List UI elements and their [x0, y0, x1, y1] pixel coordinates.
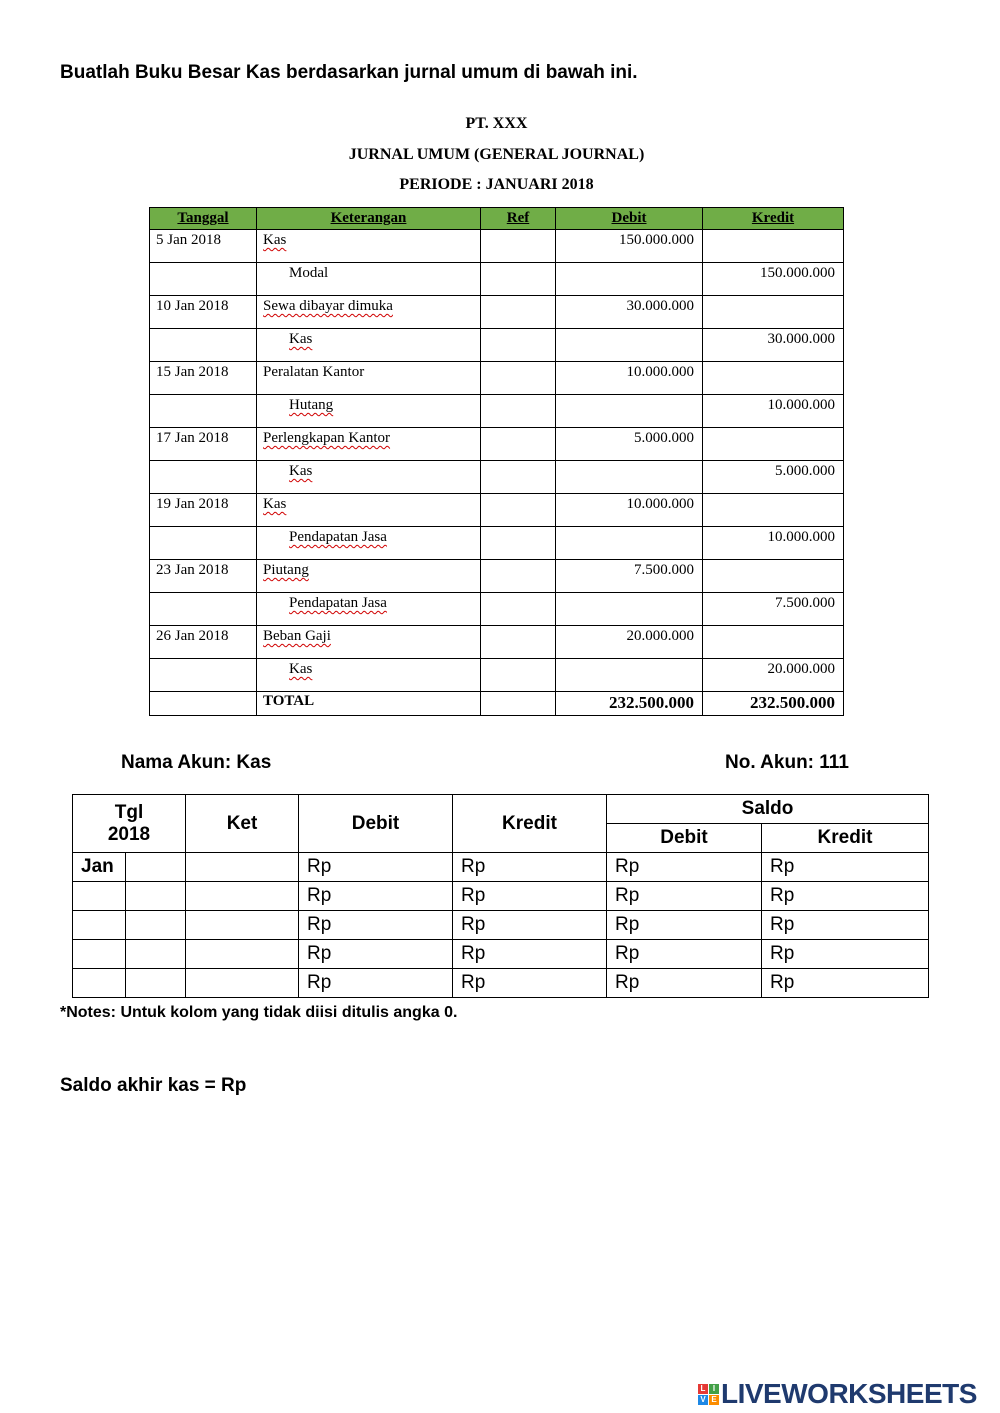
journal-date [150, 659, 257, 692]
journal-credit [703, 230, 844, 263]
ledger-debit-cell[interactable]: Rp [299, 911, 453, 940]
ledger-ket-cell[interactable] [186, 940, 299, 969]
journal-row [150, 395, 844, 428]
ledger-saldo-kredit-cell[interactable]: Rp [762, 969, 929, 998]
journal-row [150, 230, 844, 263]
logo-letter: V [698, 1395, 708, 1405]
ledger-ket-cell[interactable] [186, 911, 299, 940]
ledger-saldo-kredit-cell[interactable]: Rp [762, 882, 929, 911]
cash-ledger-table [72, 794, 929, 998]
journal-date [150, 329, 257, 362]
journal-credit [703, 494, 844, 527]
ledger-ket-cell[interactable] [186, 882, 299, 911]
journal-row [150, 659, 844, 692]
journal-date: 15 Jan 2018 [150, 362, 257, 395]
journal-total-row [150, 692, 844, 716]
journal-ref [481, 230, 556, 263]
ledger-saldo-debit-cell[interactable]: Rp [607, 882, 762, 911]
journal-desc: Beban Gaji [263, 628, 331, 644]
ledger-month[interactable] [73, 911, 126, 940]
journal-debit: 20.000.000 [556, 626, 703, 659]
journal-row [150, 296, 844, 329]
account-number: No. Akun: 111 [725, 752, 849, 773]
ledger-month[interactable] [73, 882, 126, 911]
journal-date [150, 527, 257, 560]
journal-header-debit: Debit [556, 208, 703, 230]
liveworksheets-logo [698, 1378, 977, 1410]
journal-desc: Piutang [263, 562, 309, 578]
ledger-header-row [73, 795, 929, 824]
journal-ref [481, 362, 556, 395]
journal-desc: Pendapatan Jasa [289, 595, 387, 611]
journal-total-credit: 232.500.000 [703, 692, 844, 716]
journal-date [150, 395, 257, 428]
journal-desc: Kas [289, 661, 313, 677]
journal-company: PT. XXX [465, 115, 528, 132]
ledger-day-cell[interactable] [126, 853, 186, 882]
journal-credit [703, 296, 844, 329]
journal-row [150, 626, 844, 659]
journal-row [150, 527, 844, 560]
journal-ref [481, 263, 556, 296]
instruction-text: Buatlah Buku Besar Kas berdasarkan jurnal umum di bawah ini. [60, 62, 638, 83]
ledger-header-kredit: Kredit [453, 795, 607, 853]
journal-header-ref: Ref [481, 208, 556, 230]
ledger-row [73, 911, 929, 940]
journal-ref [481, 428, 556, 461]
journal-desc: Pendapatan Jasa [289, 529, 387, 545]
journal-title: JURNAL UMUM (GENERAL JOURNAL) [348, 146, 645, 163]
ledger-day-cell[interactable] [126, 940, 186, 969]
journal-date: 23 Jan 2018 [150, 560, 257, 593]
ledger-row [73, 969, 929, 998]
logo-letter: I [709, 1384, 719, 1394]
journal-debit [556, 461, 703, 494]
journal-desc: Peralatan Kantor [257, 362, 481, 395]
journal-header-credit: Kredit [703, 208, 844, 230]
journal-row [150, 593, 844, 626]
journal-row [150, 362, 844, 395]
logo-letter: E [709, 1395, 719, 1405]
journal-credit [703, 560, 844, 593]
journal-desc: Kas [289, 331, 313, 347]
logo-icon [698, 1384, 719, 1405]
journal-credit: 150.000.000 [703, 263, 844, 296]
ledger-saldo-debit-cell[interactable]: Rp [607, 940, 762, 969]
journal-ref [481, 560, 556, 593]
journal-date [150, 263, 257, 296]
ledger-header-saldo-kredit: Kredit [762, 824, 929, 853]
ledger-saldo-kredit-cell[interactable]: Rp [762, 853, 929, 882]
ledger-saldo-debit-cell[interactable]: Rp [607, 911, 762, 940]
ledger-month[interactable] [73, 940, 126, 969]
journal-date [150, 593, 257, 626]
journal-debit [556, 527, 703, 560]
brand-name: LIVEWORKSHEETS [721, 1378, 977, 1409]
ledger-saldo-kredit-cell[interactable]: Rp [762, 911, 929, 940]
journal-credit: 20.000.000 [703, 659, 844, 692]
ledger-saldo-debit-cell[interactable]: Rp [607, 969, 762, 998]
journal-row [150, 329, 844, 362]
journal-total-debit: 232.500.000 [556, 692, 703, 716]
journal-debit [556, 395, 703, 428]
journal-date [150, 461, 257, 494]
journal-date: 19 Jan 2018 [150, 494, 257, 527]
ledger-saldo-kredit-cell[interactable]: Rp [762, 940, 929, 969]
ledger-header-saldo-debit: Debit [607, 824, 762, 853]
journal-desc: Kas [263, 232, 287, 248]
journal-ref [481, 296, 556, 329]
journal-date: 5 Jan 2018 [150, 230, 257, 263]
journal-debit [556, 329, 703, 362]
ledger-day-cell[interactable] [126, 969, 186, 998]
ledger-saldo-debit-cell[interactable]: Rp [607, 853, 762, 882]
ledger-kredit-cell[interactable]: Rp [453, 969, 607, 998]
ledger-debit-cell[interactable]: Rp [299, 853, 453, 882]
logo-letter: L [698, 1384, 708, 1394]
journal-credit: 30.000.000 [703, 329, 844, 362]
journal-credit: 7.500.000 [703, 593, 844, 626]
journal-debit: 10.000.000 [556, 362, 703, 395]
ledger-header-year: 2018 [107, 823, 151, 845]
ledger-ket-cell[interactable] [186, 853, 299, 882]
journal-ref [481, 395, 556, 428]
journal-header-row [150, 208, 844, 230]
journal-debit: 150.000.000 [556, 230, 703, 263]
journal-ref [481, 494, 556, 527]
journal-ref [481, 593, 556, 626]
journal-ref [481, 329, 556, 362]
journal-credit: 10.000.000 [703, 527, 844, 560]
ledger-kredit-cell[interactable]: Rp [453, 882, 607, 911]
journal-credit: 5.000.000 [703, 461, 844, 494]
ledger-row [73, 940, 929, 969]
journal-desc: Hutang [289, 397, 334, 413]
ledger-month[interactable] [73, 969, 126, 998]
journal-total-label: TOTAL [257, 692, 481, 716]
journal-header-date: Tanggal [150, 208, 257, 230]
journal-date: 10 Jan 2018 [150, 296, 257, 329]
ledger-row [73, 882, 929, 911]
journal-credit [703, 626, 844, 659]
ledger-debit-cell[interactable]: Rp [299, 940, 453, 969]
journal-debit: 5.000.000 [556, 428, 703, 461]
ledger-day-cell[interactable] [126, 882, 186, 911]
journal-credit [703, 428, 844, 461]
ledger-header-saldo: Saldo [607, 795, 929, 824]
general-journal-table [149, 207, 844, 716]
journal-debit: 10.000.000 [556, 494, 703, 527]
journal-debit [556, 593, 703, 626]
final-balance-label: Saldo akhir kas = Rp [60, 1075, 247, 1096]
journal-row [150, 560, 844, 593]
ledger-kredit-cell[interactable]: Rp [453, 911, 607, 940]
ledger-header-date [73, 795, 186, 853]
journal-date: 17 Jan 2018 [150, 428, 257, 461]
journal-row [150, 428, 844, 461]
journal-ref [481, 659, 556, 692]
journal-row [150, 461, 844, 494]
journal-debit: 7.500.000 [556, 560, 703, 593]
journal-debit: 30.000.000 [556, 296, 703, 329]
ledger-kredit-cell[interactable]: Rp [453, 853, 607, 882]
journal-ref [481, 626, 556, 659]
ledger-header-ket: Ket [186, 795, 299, 853]
ledger-header-tgl: Tgl [114, 801, 144, 823]
account-name: Nama Akun: Kas [121, 752, 272, 773]
journal-debit [556, 263, 703, 296]
ledger-kredit-cell[interactable]: Rp [453, 940, 607, 969]
ledger-day-cell[interactable] [126, 911, 186, 940]
notes-text: *Notes: Untuk kolom yang tidak diisi ditulis angka 0. [60, 1004, 458, 1021]
journal-credit: 10.000.000 [703, 395, 844, 428]
journal-desc: Modal [257, 263, 481, 296]
journal-debit [556, 659, 703, 692]
journal-desc: Kas [263, 496, 287, 512]
journal-date: 26 Jan 2018 [150, 626, 257, 659]
ledger-debit-cell[interactable]: Rp [299, 882, 453, 911]
journal-row [150, 263, 844, 296]
journal-desc: Kas [289, 463, 313, 479]
journal-desc: Perlengkapan Kantor [263, 430, 391, 446]
journal-row [150, 494, 844, 527]
journal-credit [703, 362, 844, 395]
ledger-debit-cell[interactable]: Rp [299, 969, 453, 998]
journal-header-desc: Keterangan [257, 208, 481, 230]
journal-period: PERIODE : JANUARI 2018 [399, 176, 594, 193]
ledger-ket-cell[interactable] [186, 969, 299, 998]
journal-ref [481, 527, 556, 560]
ledger-header-debit: Debit [299, 795, 453, 853]
ledger-month: Jan [73, 853, 126, 882]
journal-ref [481, 461, 556, 494]
journal-desc: Sewa dibayar dimuka [263, 298, 393, 314]
ledger-row [73, 853, 929, 882]
